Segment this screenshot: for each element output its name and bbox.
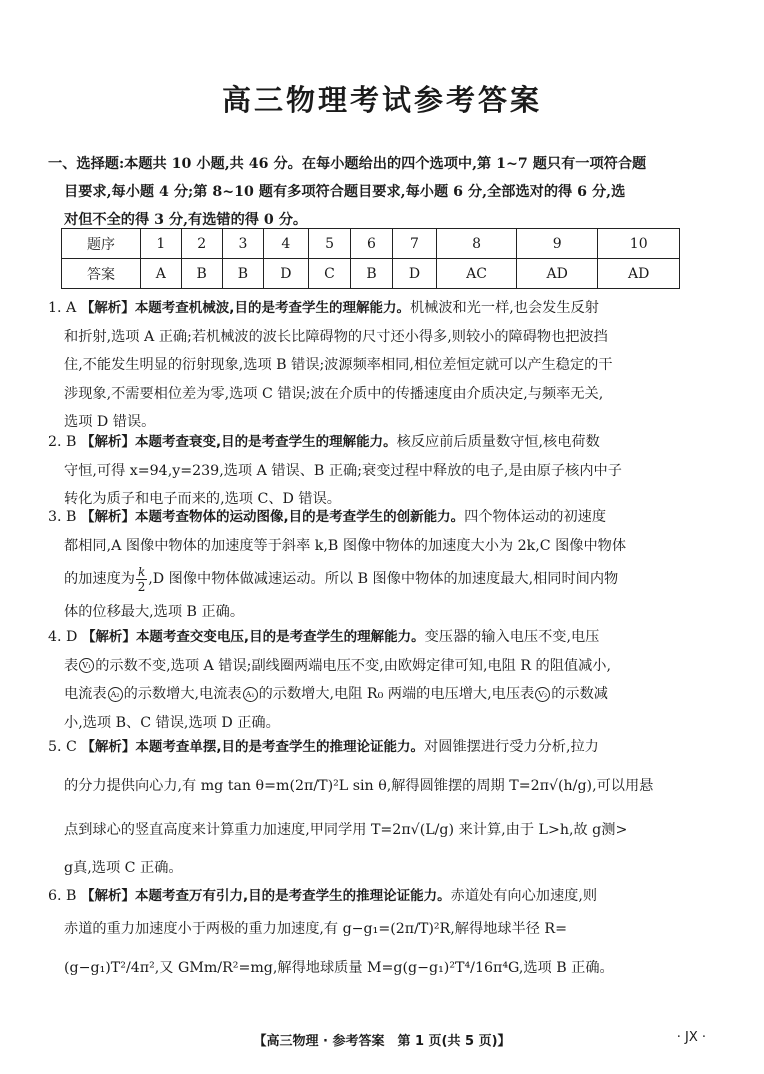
analysis-text: 赤道处有向心加速度,则 (450, 888, 598, 904)
analysis-text: 转化为质子和电子而来的,选项 C、D 错误。 (64, 491, 341, 507)
ammeter-a1-icon: A₁ (243, 687, 258, 702)
explanation-q5 (48, 731, 716, 885)
analysis-text: 都相同,A 图像中物体的加速度等于斜率 k,B 图像中物体的加速度大小为 2k,C 图像中物体 (64, 537, 627, 554)
table-cell-number: 9 (516, 229, 598, 259)
analysis-text: 四个物体运动的初速度 (464, 509, 607, 525)
instructions-line-2: 目要求,每小题 4 分;第 8~10 题有多项符合题目要求,每小题 6 分,全部选对的得 6 分,选 (64, 184, 626, 200)
footer-page-info: 【高三物理 · 参考答案 第 1 页(共 5 页)】 (253, 1034, 511, 1049)
analysis-text: 的示数减 (551, 686, 608, 702)
table-cell-answer: B (351, 259, 392, 289)
analysis-text: 机械波和光一样,也会发生反射 (409, 300, 599, 316)
table-cell-answer: D (264, 259, 309, 289)
analysis-text: 赤道的重力加速度小于两极的重力加速度,有 g−g₁=(2π/T)²R,解得地球半径 R= (64, 921, 567, 937)
table-header-answer: 答案 (62, 259, 141, 289)
table-cell-number: 2 (181, 229, 222, 259)
question-label: 3. B (48, 509, 77, 525)
voltmeter-v2-icon: V₂ (535, 687, 550, 702)
question-label: 5. C (48, 739, 77, 755)
analysis-lead: 本题考查交变电压,目的是考查学生的理解能力。 (135, 629, 425, 645)
analysis-text: 电流表 (64, 686, 107, 702)
analysis-text: (g−g₁)T²/4π²,又 GMm/R²=mg,解得地球质量 M=g(g−g₁)²T⁴/16π⁴G,选项 B 正确。 (64, 960, 614, 976)
explanation-q1 (48, 294, 716, 437)
analysis-tag: 【解析】 (81, 629, 136, 645)
section-1-instructions (48, 150, 708, 234)
explanation-q2 (48, 428, 716, 514)
analysis-text: 表 (64, 657, 79, 674)
table-cell-number: 4 (264, 229, 309, 259)
answer-table (61, 228, 680, 289)
question-label: 4. D (48, 629, 78, 645)
analysis-text: 点到球心的竖直高度来计算重力加速度,甲同学用 T=2π√(L/g) 来计算,由于 L>h,故 g测> (64, 822, 628, 838)
analysis-text: 和折射,选项 A 正确;若机械波的波长比障碍物的尺寸还小得多,则较小的障碍物也把波挡 (64, 328, 608, 345)
analysis-text: 的示数增大,电阻 R₀ 两端的电压增大,电压表 (258, 686, 535, 702)
explanation-q3 (48, 503, 716, 627)
analysis-tag: 【解析】 (80, 300, 135, 316)
analysis-text: 守恒,可得 x=94,y=239,选项 A 错误、B 正确;衰变过程中释放的电子,是由原子核内中子 (64, 462, 622, 479)
table-row-answers (62, 259, 680, 289)
instructions-line-3: 对但不全的得 3 分,有选错的得 0 分。 (64, 212, 308, 228)
fraction-denominator: 2 (137, 579, 146, 594)
table-cell-number: 7 (392, 229, 437, 259)
analysis-tag: 【解析】 (81, 739, 136, 755)
question-label: 6. B (48, 888, 77, 904)
fraction (136, 565, 147, 594)
ammeter-a2-icon: A₂ (108, 687, 123, 702)
table-header-number: 题序 (62, 229, 141, 259)
analysis-text: 选项 D 错误。 (64, 414, 156, 430)
analysis-text: 的加速度为 (64, 571, 135, 587)
analysis-text: 涉现象,不需要相位差为零,选项 C 错误;波在介质中的传播速度由介质决定,与频率无关, (64, 385, 604, 402)
table-cell-number: 3 (222, 229, 263, 259)
analysis-text: 小,选项 B、C 错误,选项 D 正确。 (64, 714, 280, 731)
fraction-numerator: k (137, 564, 146, 579)
page-title: 高三物理考试参考答案 (221, 83, 542, 117)
analysis-text: 的示数不变,选项 A 错误;副线圈两端电压不变,由欧姆定律可知,电阻 R 的阻值减小, (95, 657, 611, 674)
page-footer (0, 1030, 764, 1049)
table-cell-number: 5 (308, 229, 351, 259)
table-cell-number: 8 (437, 229, 517, 259)
analysis-line-with-fraction (48, 560, 716, 598)
analysis-lead: 本题考查单摆,目的是考查学生的推理论证能力。 (135, 739, 425, 755)
analysis-lead: 本题考查万有引力,目的是考查学生的推理论证能力。 (135, 888, 451, 904)
table-cell-answer: D (392, 259, 437, 289)
instructions-line-1: 一、选择题:本题共 10 小题,共 46 分。在每小题给出的四个选项中,第 1~7 题只有一项符合题 (48, 156, 647, 172)
analysis-text: 核反应前后质量数守恒,核电荷数 (396, 434, 600, 450)
table-row-numbers (62, 229, 680, 259)
explanation-q6 (48, 880, 716, 990)
analysis-line (48, 652, 716, 681)
table-cell-answer: A (141, 259, 182, 289)
voltmeter-v1-icon: V₁ (79, 658, 94, 673)
analysis-tag: 【解析】 (81, 888, 135, 904)
table-cell-answer: B (222, 259, 263, 289)
analysis-text: ,D 图像中物体做减速运动。所以 B 图像中物体的加速度最大,相同时间内物 (148, 571, 619, 587)
analysis-tag: 【解析】 (81, 434, 135, 450)
analysis-line (48, 680, 716, 709)
table-cell-number: 10 (598, 229, 680, 259)
explanation-q4 (48, 623, 716, 737)
analysis-lead: 本题考查衰变,目的是考查学生的理解能力。 (135, 434, 397, 450)
analysis-text: 变压器的输入电压不变,电压 (424, 629, 600, 645)
table-cell-answer: AD (516, 259, 598, 289)
table-cell-answer: C (308, 259, 351, 289)
analysis-text: 对圆锥摆进行受力分析,拉力 (424, 739, 599, 755)
analysis-text: 体的位移最大,选项 B 正确。 (64, 604, 245, 620)
question-label: 1. A (48, 300, 77, 316)
analysis-text: g真,选项 C 正确。 (64, 860, 183, 876)
analysis-lead: 本题考查机械波,目的是考查学生的理解能力。 (134, 300, 410, 316)
table-cell-answer: B (181, 259, 222, 289)
analysis-tag: 【解析】 (81, 509, 135, 525)
footer-code: · JX · (676, 1030, 706, 1045)
analysis-text: 的分力提供向心力,有 mg tan θ=m(2π/T)²L sin θ,解得圆锥摆的周期 T=2π√(h/g),可以用悬 (64, 778, 654, 794)
analysis-text: 住,不能发生明显的衍射现象,选项 B 错误;波源频率相同,相位差恒定就可以产生稳定的干 (64, 357, 613, 373)
analysis-text: 的示数增大,电流表 (123, 686, 242, 702)
table-cell-number: 6 (351, 229, 392, 259)
table-cell-answer: AD (598, 259, 680, 289)
table-cell-answer: AC (437, 259, 517, 289)
question-label: 2. B (48, 434, 77, 450)
table-cell-number: 1 (141, 229, 182, 259)
analysis-lead: 本题考查物体的运动图像,目的是考查学生的创新能力。 (135, 509, 465, 525)
